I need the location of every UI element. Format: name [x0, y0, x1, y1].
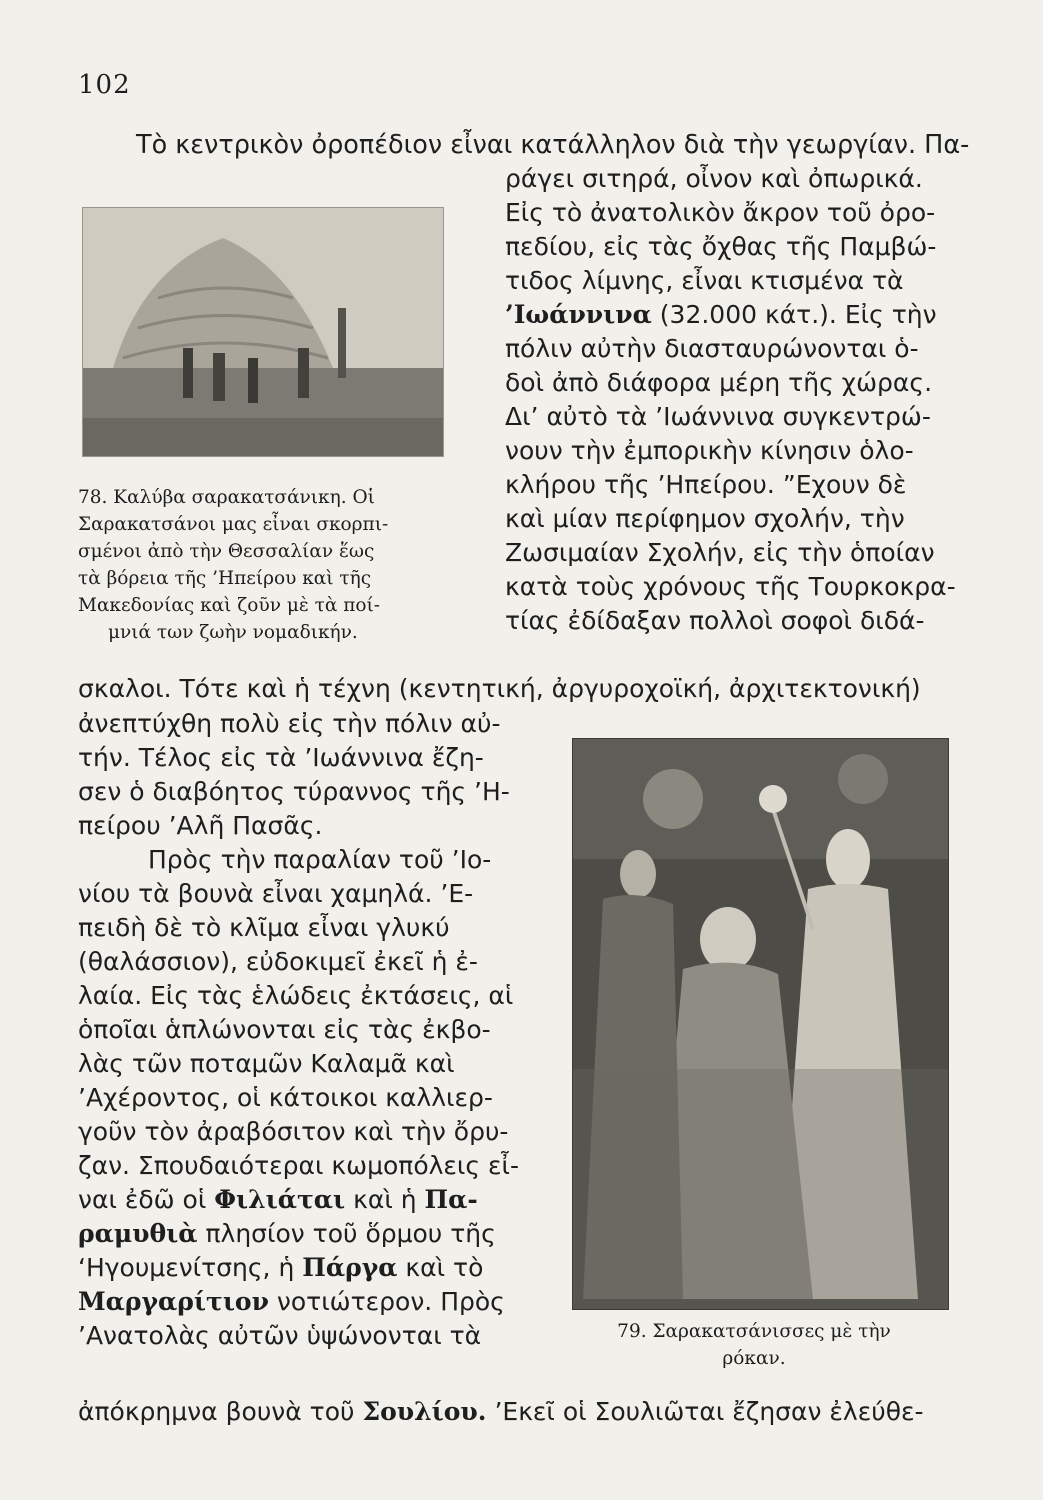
bold-term: Πάργα — [302, 1253, 398, 1282]
text-line: κατὰ τοὺς χρόνους τῆς Τουρκοκρα- — [505, 572, 956, 601]
caption-line: Σαρακατσάνοι μας εἶναι σκορπι- — [78, 514, 389, 535]
text-line: σεν ὁ διαβόητος τύραννος τῆς ’Η- — [78, 777, 510, 806]
bold-term: Φιλιάται — [214, 1185, 346, 1214]
left-column-text — [78, 707, 538, 1353]
text-line: Εἰς τὸ ἀνατολικὸν ἄκρον τοῦ ὀρο- — [505, 198, 936, 227]
page-number: 102 — [78, 70, 131, 100]
caption-line: 78. Καλύβα σαρακατσάνικη. Οἱ — [78, 487, 375, 508]
text-fragment: ’Εκεῖ οἱ Σουλιῶται ἔζησαν ἐλεύθε- — [486, 1397, 924, 1426]
caption-line: Μακεδονίας καὶ ζοῦν μὲ τὰ ποί- — [78, 595, 381, 616]
caption-79 — [594, 1318, 914, 1372]
text-line: Δι’ αὐτὸ τὰ ’Ιωάννινα συγκεντρώ- — [505, 402, 931, 431]
text-line: νουν τὴν ἐμπορικὴν κίνησιν ὁλο- — [505, 436, 914, 465]
text-line — [78, 1251, 538, 1285]
text-line: πειδὴ δὲ τὸ κλῖμα εἶναι γλυκύ — [78, 913, 450, 942]
bold-term: ’Ιωάννινα — [505, 300, 652, 329]
right-column-text — [505, 162, 975, 638]
caption-line: τὰ βόρεια τῆς ’Ηπείρου καὶ τῆς — [78, 568, 372, 589]
text-line: καὶ μίαν περίφημον σχολήν, τὴν — [505, 504, 905, 533]
text-line: Πρὸς τὴν παραλίαν τοῦ ’Ιο- — [148, 845, 492, 874]
text-line: νίου τὰ βουνὰ εἶναι χαμηλά. ’Ε- — [78, 879, 474, 908]
bold-term: Σουλίου. — [362, 1397, 487, 1426]
full-width-line: σκαλοι. Τότε καὶ ἡ τέχνη (κεντητική, ἀργυροχοϊκή, ἀρχιτεκτονική) — [78, 674, 921, 703]
photo-sarakatsan-hut — [82, 207, 444, 457]
women-illustration — [573, 739, 948, 1309]
bold-term: Μαργαρίτιον — [78, 1287, 269, 1316]
text-fragment: ‘Ηγουμενίτσης, ἡ — [78, 1253, 303, 1282]
photo-sarakatsan-women — [572, 738, 949, 1310]
caption-line: ρόκαν. — [722, 1348, 786, 1369]
text-line — [78, 1217, 538, 1251]
text-line: πόλιν αὐτὴν διασταυρώνονται ὁ- — [505, 334, 919, 363]
text-line: ’Αχέροντος, οἱ κάτοικοι καλλιερ- — [78, 1083, 493, 1112]
text-line: τιδος λίμνης, εἶναι κτισμένα τὰ — [505, 266, 904, 295]
text-fragment: ναι ἐδῶ οἱ — [78, 1185, 215, 1214]
intro-line: Τὸ κεντρικὸν ὀροπέδιον εἶναι κατάλληλον διὰ τὴν γεωργίαν. Πα- — [136, 130, 970, 160]
text-line: πεδίου, εἰς τὰς ὄχθας τῆς Παμβώ- — [505, 232, 937, 261]
text-line: ’Ανατολὰς αὐτῶν ὑψώνονται τὰ — [78, 1321, 482, 1350]
bold-term: Πα- — [424, 1185, 478, 1214]
caption-line: 79. Σαρακατσάνισσες μὲ τὴν — [617, 1321, 891, 1342]
text-line: ζαν. Σπουδαιότεραι κωμοπόλεις εἶ- — [78, 1151, 519, 1180]
text-line: ἀνεπτύχθη πολὺ εἰς τὴν πόλιν αὐ- — [78, 709, 501, 738]
last-line — [78, 1395, 978, 1429]
text-line: κλήρου τῆς ’Ηπείρου. ”Εχουν δὲ — [505, 470, 907, 499]
text-fragment: καὶ τὸ — [397, 1253, 484, 1282]
text-line: τίας ἐδίδαξαν πολλοὶ σοφοὶ διδά- — [505, 606, 925, 635]
text-line: ράγει σιτηρά, οἶνον καὶ ὀπωρικά. — [505, 164, 923, 193]
text-fragment: καὶ ἡ — [345, 1185, 425, 1214]
text-line: ὁποῖαι ἁπλώνονται εἰς τὰς ἐκβο- — [78, 1015, 491, 1044]
text-line: λαία. Εἰς τὰς ἑλώδεις ἐκτάσεις, αἱ — [78, 981, 514, 1010]
text-line: γοῦν τὸν ἀραβόσιτον καὶ τὴν ὄρυ- — [78, 1117, 509, 1146]
text-line — [78, 1285, 538, 1319]
hut-illustration — [83, 208, 443, 456]
text-fragment: ἀπόκρημνα βουνὰ τοῦ — [78, 1397, 363, 1426]
bold-term: ραμυθιὰ — [78, 1219, 198, 1248]
text-fragment: νοτιώτερον. Πρὸς — [268, 1287, 505, 1316]
text-line — [78, 1183, 538, 1217]
text-line: (θαλάσσιον), εὐδοκιμεῖ ἐκεῖ ἡ ἐ- — [78, 947, 478, 976]
caption-78 — [78, 484, 478, 646]
text-line: δοὶ ἀπὸ διάφορα μέρη τῆς χώρας. — [505, 368, 933, 397]
caption-line: μνιά των ζωὴν νομαδικήν. — [108, 622, 358, 643]
text-line: Ζωσιμαίαν Σχολήν, εἰς τὴν ὁποίαν — [505, 538, 935, 567]
text-line: τήν. Τέλος εἰς τὰ ’Ιωάννινα ἔζη- — [78, 743, 484, 772]
text-line — [505, 298, 975, 332]
caption-line: σμένοι ἀπὸ τὴν Θεσσαλίαν ἕως — [78, 541, 375, 562]
text-fragment: πλησίον τοῦ ὅρμου τῆς — [197, 1219, 496, 1248]
text-fragment: (32.000 κάτ.). Εἰς τὴν — [659, 300, 937, 329]
text-line: λὰς τῶν ποταμῶν Καλαμᾶ καὶ — [78, 1049, 455, 1078]
text-line: πείρου ’Αλῆ Πασᾶς. — [78, 811, 323, 840]
